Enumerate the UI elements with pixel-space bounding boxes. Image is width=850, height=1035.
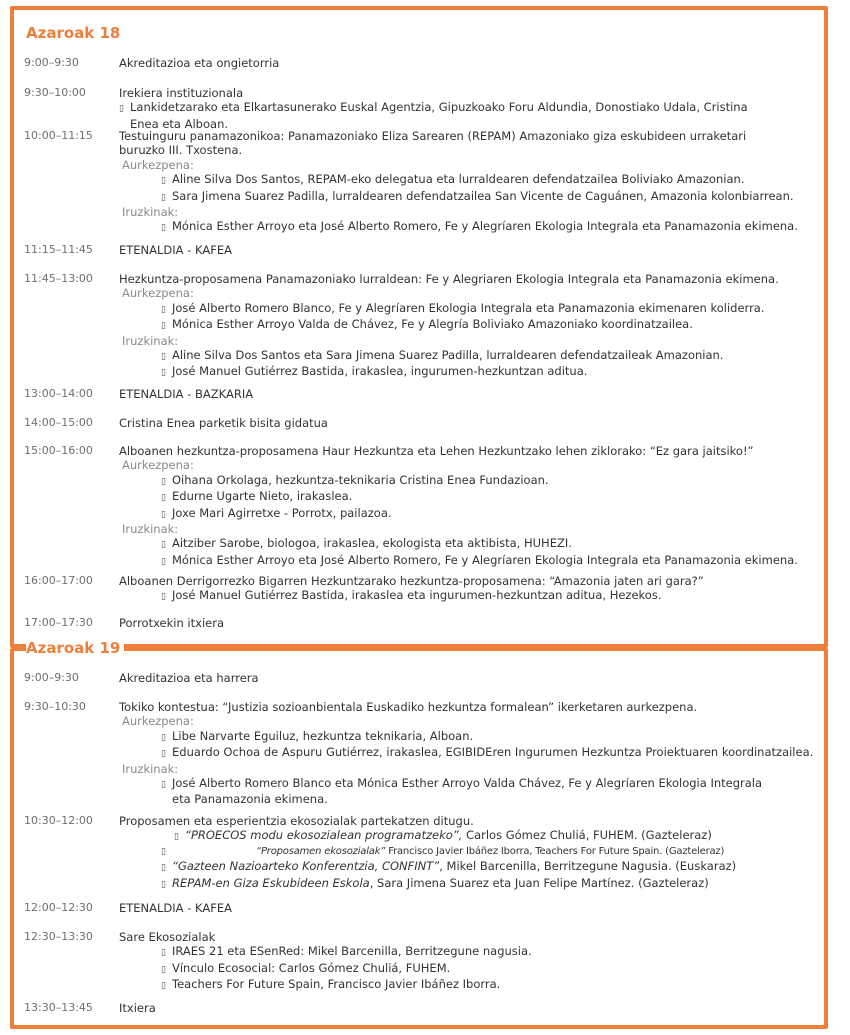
time-slot: 11:15–11:45 <box>24 243 93 256</box>
bullet-icon: ▯ <box>161 352 166 363</box>
presenter: José Manuel Gutiérrez Bastida, irakaslea eta ingurumen-hezkuntzan aditua, Hezekos. <box>172 588 662 603</box>
schedule-row <box>24 416 820 430</box>
item-detail: Carlos Gómez Chuliá, FUHEM. (Gazteleraz) <box>462 828 712 843</box>
schedule-row <box>24 1001 820 1015</box>
schedule-row <box>24 574 820 605</box>
schedule-row <box>24 616 820 630</box>
session-title: Proposamen eta esperientzia ekosozialak partekatzen ditugu. <box>119 814 474 828</box>
session-title: Alboanen Derrigorrezko Bigarren Hezkuntzarako hezkuntza-proposamena: “Amazonia jaten ari gara?” <box>119 574 704 588</box>
presenter: Libe Narvarte Eguiluz, hezkuntza teknikaria, Alboan. <box>172 728 474 743</box>
presenter: José Alberto Romero Blanco, Fe y Alegríaren Ekologia Integrala eta Panamazonia ekimenaren koliderra. <box>172 300 765 315</box>
presenters-label: Aurkezpena: <box>122 157 194 172</box>
time-slot: 9:00–9:30 <box>24 671 79 684</box>
session-title: Porrotxekin itxiera <box>119 616 224 630</box>
schedule-row <box>24 243 820 257</box>
time-slot: 12:30–13:30 <box>24 930 93 943</box>
schedule-row <box>24 930 820 994</box>
commenter: Aline Silva Dos Santos eta Sara Jimena Suarez Padilla, lurraldearen defendatzaileak Amazonian. <box>172 348 724 363</box>
session-title: ETENALDIA - KAFEA <box>119 901 232 915</box>
session-head: Testuinguru panamazonikoa: <box>119 129 285 143</box>
item-title: “PROECOS modu ekosozialean programatzeko”, <box>185 828 463 843</box>
session-head: Tokiko kontestua: <box>119 700 219 714</box>
network-item: IRAES 21 eta ESenRed: Mikel Barcenilla, Berritzegune nagusia. <box>172 944 532 959</box>
day2-section <box>10 639 828 1029</box>
bullet-icon: ▯ <box>161 223 166 234</box>
session-title: Akreditazioa eta ongietorria <box>119 56 280 70</box>
time-slot: 9:30–10:00 <box>24 86 86 99</box>
bullet-icon: ▯ <box>161 368 166 379</box>
schedule-row <box>24 814 820 892</box>
schedule-row <box>24 444 820 569</box>
commenter: José Alberto Romero Blanco eta Mónica Esther Arroyo Valda Chávez, Fe y Alegríaren Ekologia Integrala <box>172 776 763 791</box>
time-slot: 16:00–17:00 <box>24 574 93 587</box>
presenters-label: Aurkezpena: <box>122 714 194 729</box>
time-slot: 14:00–15:00 <box>24 416 93 429</box>
comments-label: Iruzkinak: <box>122 761 179 776</box>
day1-section <box>10 6 828 648</box>
commenter: Mónica Esther Arroyo eta José Alberto Romero, Fe y Alegríaren Ekologia Integrala eta Panamazonia ekimena. <box>172 219 798 234</box>
time-slot: 10:00–11:15 <box>24 129 93 142</box>
time-slot: 10:30–12:00 <box>24 814 93 827</box>
item-detail: Francisco Javier Ibáñez Iborra, Teachers For Future Spain. (Gazteleraz) <box>385 845 725 857</box>
bullet-icon: ▯ <box>161 192 166 203</box>
day2-title: Azaroak 19 <box>26 639 124 657</box>
commenter: Mónica Esther Arroyo eta José Alberto Romero, Fe y Alegríaren Ekologia Integrala eta Panamazonia ekimena. <box>172 552 798 567</box>
session-title: Itxiera <box>119 1001 156 1015</box>
session-title: “Justizia sozioanbientala Euskadiko hezkuntza formalean” ikerketaren aurkezpena. <box>218 700 698 714</box>
schedule-row <box>24 86 820 131</box>
item-title: “Gazteen Nazioarteko Konferentzia, CONFINT” <box>172 859 440 874</box>
presenters-label: Aurkezpena: <box>122 286 194 301</box>
bullet-icon: ▯ <box>161 540 166 551</box>
item-detail: , Sara Jimena Suarez eta Juan Felipe Martínez. (Gazteleraz) <box>369 875 709 890</box>
time-slot: 12:00–12:30 <box>24 901 93 914</box>
session-detail: Lankidetzarako eta Elkartasunerako Euskal Agentzia, Gipuzkoako Foru Aldundia, Donostiako Udala, Cristina <box>130 100 748 115</box>
presenters-label: Aurkezpena: <box>122 458 194 473</box>
time-slot: 13:30–13:45 <box>24 1001 93 1014</box>
session-title: Irekiera instituzionala <box>119 86 244 100</box>
session-title: Panamazoniako Eliza Sarearen (REPAM) Amazoniako giza eskubideen urraketari <box>284 129 747 143</box>
item-title: REPAM-en Giza Eskubideen Eskola <box>172 875 370 890</box>
bullet-icon: ▯ <box>161 948 166 959</box>
network-item: Teachers For Future Spain, Francisco Javier Ibáñez Iborra. <box>172 977 501 992</box>
bullet-icon: ▯ <box>119 104 124 115</box>
presenter: Aline Silva Dos Santos, REPAM-eko delegatua eta lurraldearen defendatzailea Boliviako Amazonian. <box>172 172 745 187</box>
bullet-icon: ▯ <box>161 879 166 890</box>
session-detail: Enea eta Alboan. <box>130 116 229 131</box>
bullet-icon: ▯ <box>174 832 179 843</box>
bullet-icon: ▯ <box>161 846 166 857</box>
session-title: Alboanen hezkuntza-proposamena Haur Hezkuntza eta Lehen Hezkuntzako lehen ziklorako: “Ez gara jaitsiko!” <box>119 444 754 458</box>
presenter: Mónica Esther Arroyo Valda de Chávez, Fe y Alegría Boliviako Amazoniako koordinatzailea. <box>172 317 693 332</box>
commenter: Aitziber Sarobe, biologoa, irakaslea, ekologista eta aktibista, HUHEZI. <box>172 536 572 551</box>
time-slot: 17:00–17:30 <box>24 616 93 629</box>
session-title: ETENALDIA - KAFEA <box>119 243 232 257</box>
time-slot: 9:00–9:30 <box>24 56 79 69</box>
bullet-icon: ▯ <box>161 321 166 332</box>
schedule-row <box>24 671 820 685</box>
presenter: Sara Jimena Suarez Padilla, lurraldearen defendatzailea San Vicente de Caguánen, Amazonia kolonbiarrean. <box>172 188 794 203</box>
schedule-row <box>24 129 820 236</box>
bullet-icon: ▯ <box>161 556 166 567</box>
schedule-row <box>24 901 820 915</box>
presenter: Eduardo Ochoa de Aspuru Gutiérrez, irakaslea, EGIBIDEren Ingurumen Hezkuntza Proiektuaren koordinatzailea. <box>172 745 814 760</box>
time-slot: 11:45–13:00 <box>24 272 93 285</box>
bullet-icon: ▯ <box>161 493 166 504</box>
bullet-icon: ▯ <box>161 592 166 603</box>
bullet-icon: ▯ <box>161 176 166 187</box>
schedule-row <box>24 700 820 807</box>
schedule-row <box>24 387 820 401</box>
presenter: Joxe Mari Agirretxe - Porrotx, pailazoa. <box>172 505 392 520</box>
bullet-icon: ▯ <box>161 476 166 487</box>
time-slot: 9:30–10:30 <box>24 700 86 713</box>
presenter: Edurne Ugarte Nieto, irakaslea. <box>172 489 353 504</box>
session-title: Cristina Enea parketik bisita gidatua <box>119 416 328 430</box>
session-head: Hezkuntza-proposamena Panamazoniako lurraldean: <box>119 272 422 286</box>
schedule-row <box>24 272 820 381</box>
commenter: José Manuel Gutiérrez Bastida, irakaslea, ingurumen-hezkuntzan aditua. <box>172 364 588 379</box>
commenter: eta Panamazonia ekimena. <box>172 792 328 807</box>
network-item: Vínculo Ecosocial: Carlos Gómez Chuliá, FUHEM. <box>172 960 451 975</box>
session-title: ETENALDIA - BAZKARIA <box>119 387 254 401</box>
day1-title: Azaroak 18 <box>26 24 124 42</box>
bullet-icon: ▯ <box>161 304 166 315</box>
bullet-icon: ▯ <box>161 509 166 520</box>
comments-label: Iruzkinak: <box>122 333 179 348</box>
bullet-icon: ▯ <box>161 964 166 975</box>
session-title: Sare Ekosozialak <box>119 930 216 944</box>
item-detail: , Mikel Barcenilla, Berritzegune Nagusia. (Euskaraz) <box>439 859 737 874</box>
bullet-icon: ▯ <box>161 863 166 874</box>
presenter: Oihana Orkolaga, hezkuntza-teknikaria Cristina Enea Fundazioan. <box>172 472 549 487</box>
time-slot: 13:00–14:00 <box>24 387 93 400</box>
comments-label: Iruzkinak: <box>122 205 179 220</box>
session-title: Fe y Alegriaren Ekologia Integrala eta Panamazonia ekimena. <box>422 272 779 286</box>
time-slot: 15:00–16:00 <box>24 444 93 457</box>
bullet-icon: ▯ <box>161 981 166 992</box>
bullet-icon: ▯ <box>161 780 166 791</box>
bullet-icon: ▯ <box>161 732 166 743</box>
item-title: “Proposamen ekosozialak” <box>256 845 386 857</box>
schedule-row <box>24 56 820 70</box>
session-title: Akreditazioa eta harrera <box>119 671 259 685</box>
session-title: buruzko III. Txostena. <box>119 143 243 158</box>
comments-label: Iruzkinak: <box>122 522 179 537</box>
bullet-icon: ▯ <box>161 749 166 760</box>
